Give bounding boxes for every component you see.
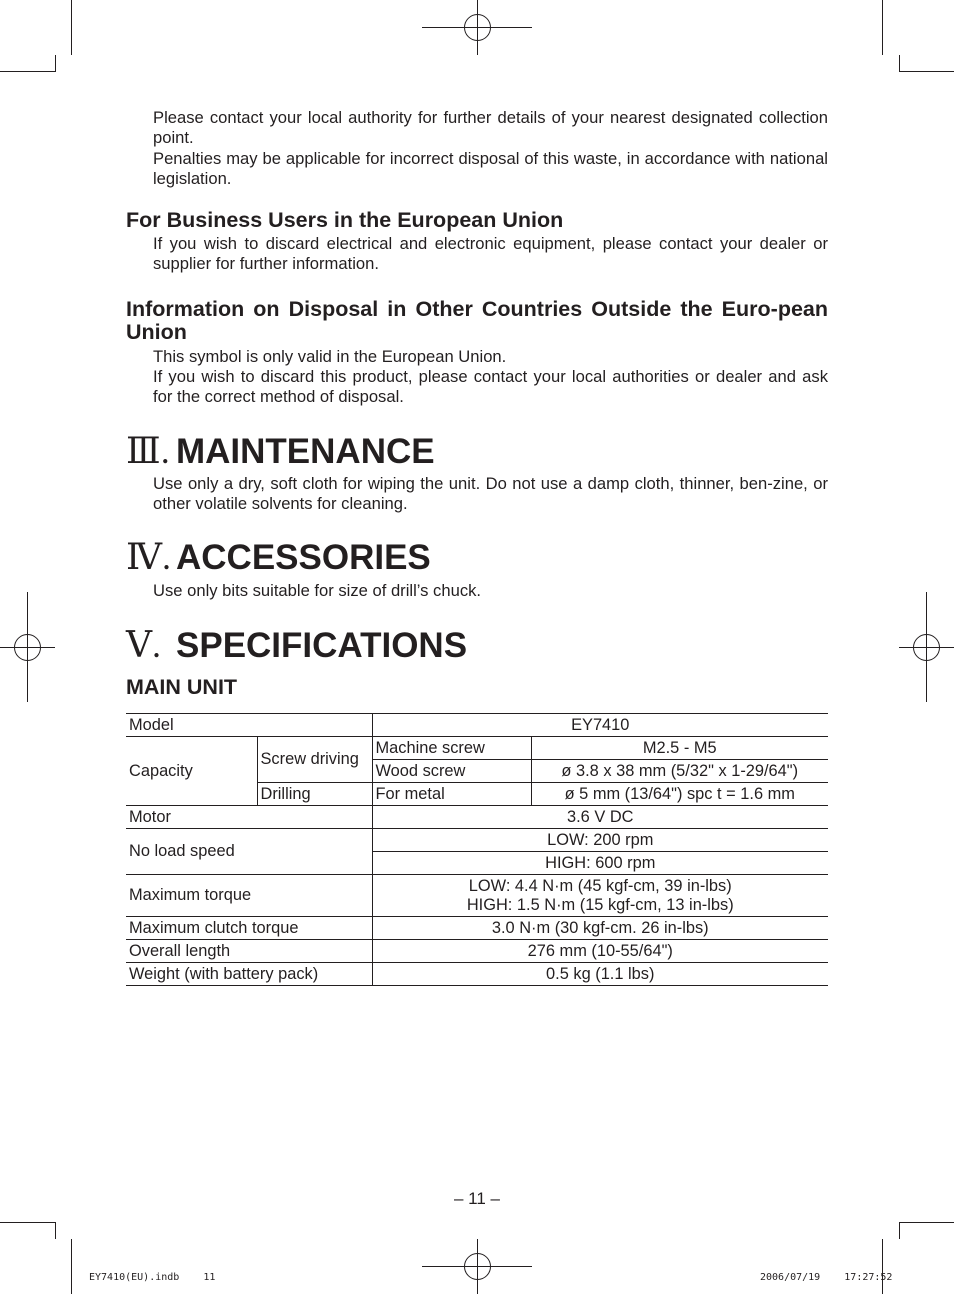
spec-value: EY7410 — [372, 714, 828, 737]
business-heading: For Business Users in the European Union — [126, 208, 564, 233]
spec-label: Model — [126, 714, 372, 737]
page-number: – 11 – — [453, 1189, 500, 1208]
table-row — [126, 806, 828, 829]
outside-eu-paragraph-2: If you wish to discard this product, please contact your local authorities or dealer and ask for the correct method of disposal. — [153, 367, 828, 407]
spec-value: 276 mm (10-55/64") — [372, 940, 828, 963]
table-row — [126, 940, 828, 963]
section-numeral: Ⅴ. — [126, 624, 161, 665]
spec-sublabel: For metal — [372, 783, 531, 806]
table-row — [126, 737, 828, 760]
table-row — [126, 917, 828, 940]
footer-timestamp: 2006/07/19 17:27:52 — [760, 1272, 893, 1283]
spec-value-line: HIGH: 1.5 N·m (15 kgf-cm, 13 in-lbs) — [466, 895, 734, 914]
spec-value: LOW: 200 rpm — [372, 829, 828, 852]
section-title: ACCESSORIES — [176, 538, 431, 578]
table-row — [126, 714, 828, 737]
specifications-table — [126, 713, 828, 986]
spec-value: M2.5 - M5 — [531, 737, 828, 760]
spec-sublabel: Machine screw — [372, 737, 531, 760]
page-content — [126, 108, 828, 699]
spec-label: Weight (with battery pack) — [126, 963, 372, 986]
specifications-heading — [126, 625, 828, 666]
footer-file-info: EY7410(EU).indb 11 — [89, 1272, 216, 1283]
intro-paragraph-1: Please contact your local authority for further details of your nearest designated collection point. — [153, 108, 828, 148]
spec-label: Maximum clutch torque — [126, 917, 372, 940]
spec-value: 0.5 kg (1.1 lbs) — [372, 963, 828, 986]
outside-eu-heading: Information on Disposal in Other Countries Outside the Euro-pean Union — [126, 296, 828, 344]
spec-label: Capacity — [126, 737, 257, 806]
spec-value-line: LOW: 4.4 N·m (45 kgf-cm, 39 in-lbs) — [468, 876, 732, 895]
spec-sublabel: Screw driving — [257, 737, 372, 783]
section-title: MAINTENANCE — [176, 431, 435, 471]
accessories-paragraph: Use only bits suitable for size of drill’s chuck. — [153, 581, 482, 601]
spec-sublabel: Wood screw — [372, 760, 531, 783]
outside-eu-paragraph-1: This symbol is only valid in the European Union. — [153, 346, 507, 366]
spec-label: Motor — [126, 806, 372, 829]
section-numeral: Ⅲ. — [126, 430, 170, 471]
spec-label: Overall length — [126, 940, 372, 963]
maintenance-heading — [126, 431, 828, 472]
section-numeral: Ⅳ. — [126, 537, 171, 578]
spec-value: ø 5 mm (13/64") spc t = 1.6 mm — [531, 783, 828, 806]
accessories-heading — [126, 537, 828, 578]
maintenance-paragraph: Use only a dry, soft cloth for wiping the unit. Do not use a damp cloth, thinner, ben-zine, or other volatile solvents for cleaning. — [153, 473, 828, 513]
spec-sublabel: Drilling — [257, 783, 372, 806]
spec-value: 3.6 V DC — [372, 806, 828, 829]
spec-value — [372, 875, 828, 917]
table-row — [126, 963, 828, 986]
table-row — [126, 875, 828, 917]
spec-value: ø 3.8 x 38 mm (5/32" x 1-29/64") — [531, 760, 828, 783]
spec-value: 3.0 N·m (30 kgf-cm. 26 in-lbs) — [372, 917, 828, 940]
table-row — [126, 829, 828, 852]
spec-value: HIGH: 600 rpm — [372, 852, 828, 875]
main-unit-heading: MAIN UNIT — [126, 674, 238, 699]
spec-label: Maximum torque — [126, 875, 372, 917]
business-paragraph: If you wish to discard electrical and electronic equipment, please contact your dealer or supplier for further information. — [153, 234, 828, 274]
intro-paragraph-2: Penalties may be applicable for incorrect disposal of this waste, in accordance with national legislation. — [153, 148, 828, 188]
spec-label: No load speed — [126, 829, 372, 875]
section-title: SPECIFICATIONS — [176, 625, 468, 665]
